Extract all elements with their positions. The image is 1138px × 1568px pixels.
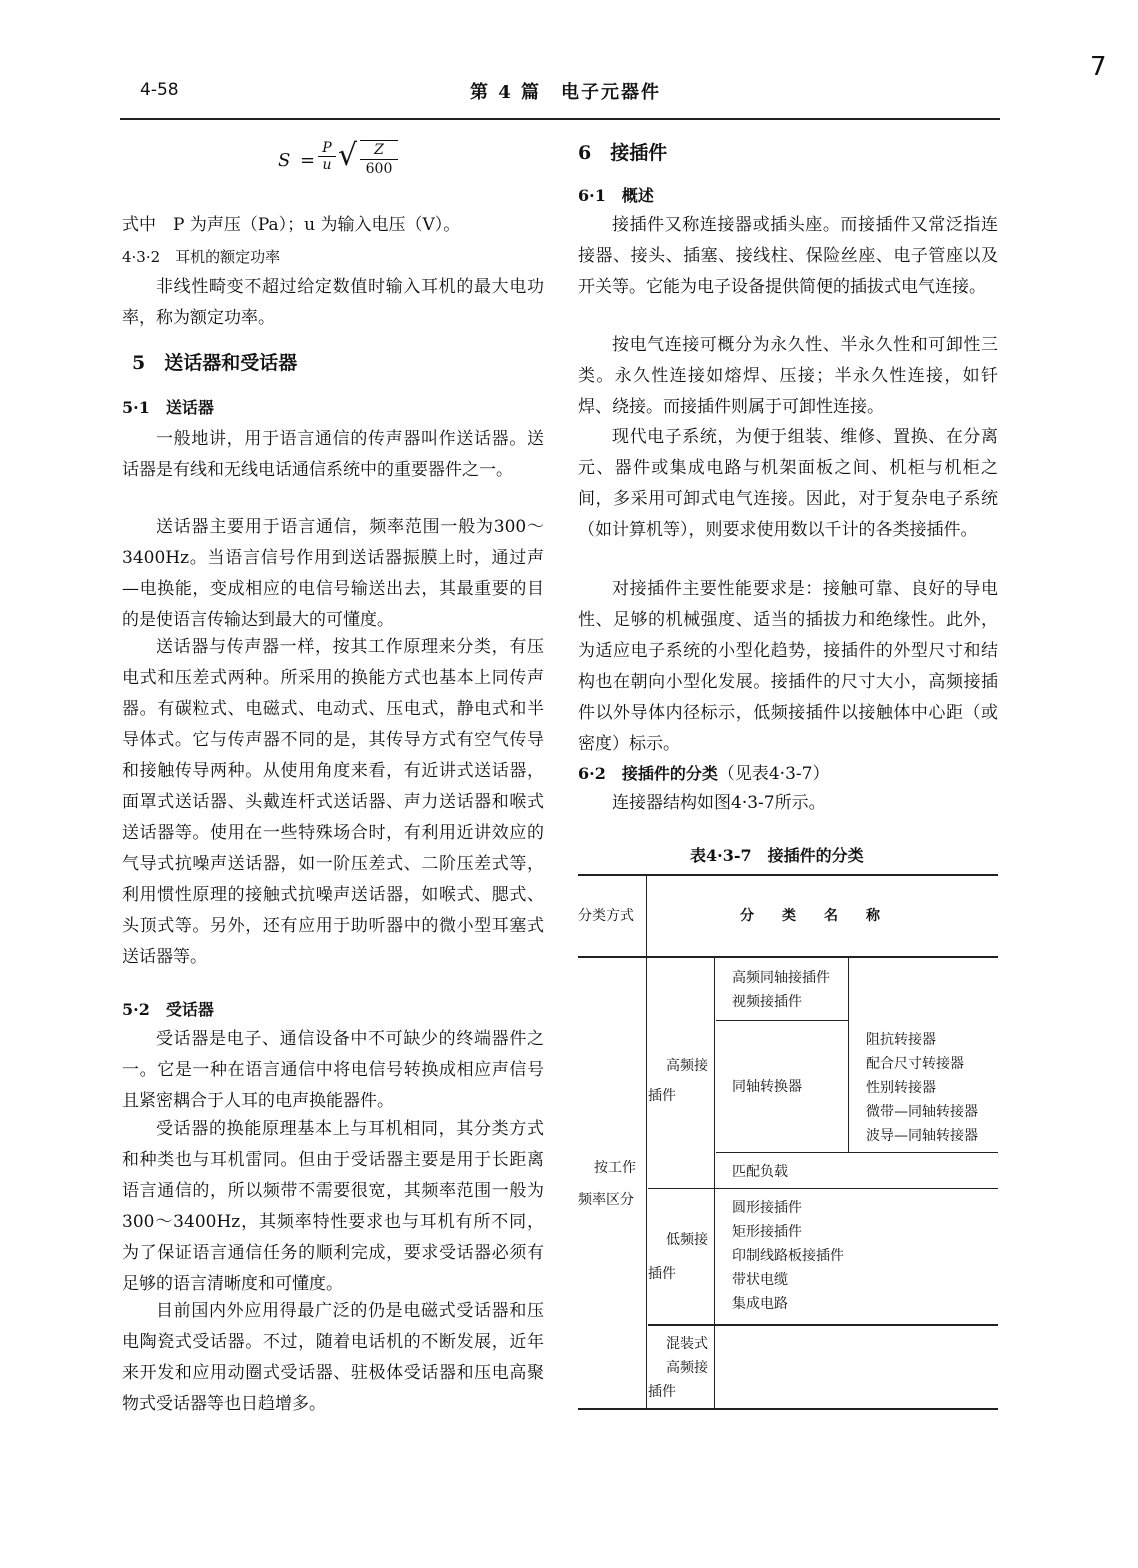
formula-fraction xyxy=(318,140,336,173)
lf-item-circular: 圆形接插件 xyxy=(732,1200,802,1216)
table-top-rule xyxy=(578,874,998,876)
lf-line-1: 低频接 xyxy=(666,1232,708,1248)
chapter-title: 第 4 篇 电子元器件 xyxy=(470,82,662,103)
formula-z: Z xyxy=(360,141,398,160)
hf-item-video: 视频接插件 xyxy=(732,994,802,1010)
table-rule-mixed xyxy=(648,1324,998,1326)
paragraph-receiver-types: 目前国内外应用得最广泛的仍是电磁式受话器和压电陶瓷式受话器。不过，随着电话机的不断发展，近年来开发和应用动圈式受话器、驻极体受话器和压电高聚物式受话器等也日趋增多。 xyxy=(122,1301,544,1414)
paragraph-modern-systems: 现代电子系统，为便于组装、维修、置换、在分离元、器件或集成电路与机架面板之间、机柜与机柜之间，多采用可卸式电气连接。因此，对于复杂电子系统（如计算机等），则要求使用数以千计的各类接插件。 xyxy=(578,427,998,540)
paragraph-transmitter-types: 送话器与传声器一样，按其工作原理来分类，有压电式和压差式两种。所采用的换能方式也基本上同传声器。有碳粒式、电磁式、电动式、压电式，静电式和半导体式。它与传声器不同的是，其传导方式有空气传导和接触传导两种。从使用角度来看，有近讲式送话器，面罩式送话器、头戴连杆式送话器、声力送话器和喉式送话器等。使用在一些特殊场合时，有利用近讲效应的气导式抗噪声送话器，如一阶压差式、二阶压差式等，利用惯性原理的接触式抗噪声送话器，如喉式、腮式、头顶式等。另外，还有应用于助听器中的微小型耳塞式送话器等。 xyxy=(122,637,544,967)
hf-line-2: 插件 xyxy=(648,1088,676,1104)
hf-item-coax: 高频同轴接插件 xyxy=(732,970,830,986)
mixed-line-2: 高频接 xyxy=(666,1360,708,1376)
section-5-heading: 5 送话器和受话器 xyxy=(132,352,298,374)
formula-eq: = xyxy=(300,150,316,171)
table-vrule-1 xyxy=(646,874,647,1410)
section-6-2-heading xyxy=(578,758,998,790)
table-header-name: 分 类 名 称 xyxy=(740,908,880,924)
table-vrule-3 xyxy=(848,956,849,1152)
table-rule-adapter xyxy=(716,1152,998,1153)
paragraph-connection-types: 按电气连接可概分为永久性、半永久性和可卸性三类。永久性连接如熔焊、压接；半永久性连接，如钎焊、绕接。而接插件则属于可卸性连接。 xyxy=(578,335,998,417)
corner-mark: 7 xyxy=(1090,52,1107,82)
table-bottom-rule xyxy=(578,1408,998,1410)
section-5-2-heading: 5·2 受话器 xyxy=(122,1000,214,1019)
paragraph-transmitter-intro: 一般地讲，用于语言通信的传声器叫作送话器。送话器是有线和无线电话通信系统中的重要器件之一。 xyxy=(122,429,544,480)
lf-item-ic: 集成电路 xyxy=(732,1296,788,1312)
formula-note: 式中 P 为声压（Pa）；u 为输入电压（V）。 xyxy=(122,215,461,235)
paragraph-figure-ref: 连接器结构如图4·3-7所示。 xyxy=(612,793,826,813)
table-header-method: 分类方式 xyxy=(578,908,634,924)
mixed-line-3: 插件 xyxy=(648,1384,676,1400)
table-caption: 表4·3-7 接插件的分类 xyxy=(690,846,864,865)
formula-lhs: S xyxy=(278,150,291,171)
paragraph-receiver-intro: 受话器是电子、通信设备中不可缺少的终端器件之一。它是一种在语言通信中将电信号转换成相应声信号且紧密耦合于人耳的电声换能器件。 xyxy=(122,1029,544,1111)
lf-item-ribbon: 带状电缆 xyxy=(732,1272,788,1288)
lf-line-2: 插件 xyxy=(648,1266,676,1282)
page-number: 4-58 xyxy=(140,80,179,100)
adapter-item-waveguide: 波导—同轴转接器 xyxy=(866,1128,978,1144)
mixed-line-1: 混装式 xyxy=(666,1336,708,1352)
table-rule-lf xyxy=(648,1188,998,1189)
section-6-2-title: 6·2 接插件的分类 xyxy=(578,764,718,783)
paragraph-receiver-principle: 受话器的换能原理基本上与耳机相同，其分类方式和种类也与耳机雷同。但由于受话器主要是用于长距离语言通信的，所以频带不需要很宽，其频率范围一般为300～3400Hz，其频率特性要求也与耳机有所不同，为了保证语言通信任务的顺利完成，要求受话器必须有足够的语言清晰度和可懂度。 xyxy=(122,1119,544,1294)
section-6-2-ref: （见表4·3-7） xyxy=(717,764,830,784)
table-vrule-2 xyxy=(714,956,715,1410)
adapter-item-impedance: 阻抗转接器 xyxy=(866,1032,936,1048)
section-4-3-2: 4·3·2 耳机的额定功率 xyxy=(122,248,281,266)
adapter-item-microstrip: 微带—同轴转接器 xyxy=(866,1104,978,1120)
matched-load: 匹配负载 xyxy=(732,1164,788,1180)
lf-item-rectangular: 矩形接插件 xyxy=(732,1224,802,1240)
adapter-item-gender: 性别转接器 xyxy=(866,1080,936,1096)
table-rule-hf xyxy=(716,1020,848,1021)
hf-line-1: 高频接 xyxy=(666,1058,708,1074)
paragraph-connector-intro: 接插件又称连接器或插头座。而接插件又常泛指连接器、接头、插塞、接线柱、保险丝座、电子管座以及开关等。它能为电子设备提供简便的插拔式电气连接。 xyxy=(578,215,998,297)
sqrt-icon: √ xyxy=(338,138,358,173)
formula-radicand xyxy=(360,140,398,178)
lf-item-pcb: 印制线路板接插件 xyxy=(732,1248,844,1264)
paragraph-requirements: 对接插件主要性能要求是：接触可靠、良好的导电性、足够的机械强度、适当的插拔力和绝缘性。此外，为适应电子系统的小型化趋势，接插件的外型尺寸和结构也在朝向小型化发展。接插件的尺寸大小，高频接插件以外导体内径标示，低频接插件以接触体中心距（或密度）标示。 xyxy=(578,579,998,754)
section-6-1-heading: 6·1 概述 xyxy=(578,186,654,205)
coax-adapter: 同轴转换器 xyxy=(732,1079,802,1095)
formula-p: P xyxy=(318,140,336,157)
section-6-heading: 6 接插件 xyxy=(578,142,668,164)
table-header-rule xyxy=(578,956,998,958)
header-rule xyxy=(120,118,1000,120)
method-line-2: 频率区分 xyxy=(578,1192,634,1208)
paragraph-transmitter-freq: 送话器主要用于语言通信，频率范围一般为300～3400Hz。当语言信号作用到送话器振膜上时，通过声—电换能，变成相应的电信号输送出去，其最重要的目的是使语言传输达到最大的可懂度。 xyxy=(122,517,544,630)
paragraph-rated-power: 非线性畸变不超过给定数值时输入耳机的最大电功率，称为额定功率。 xyxy=(122,277,544,328)
adapter-item-size: 配合尺寸转接器 xyxy=(866,1056,964,1072)
formula-600: 600 xyxy=(365,161,393,177)
formula-u: u xyxy=(322,157,332,173)
section-5-1-heading: 5·1 送话器 xyxy=(122,398,214,417)
method-line-1: 按工作 xyxy=(594,1160,636,1176)
